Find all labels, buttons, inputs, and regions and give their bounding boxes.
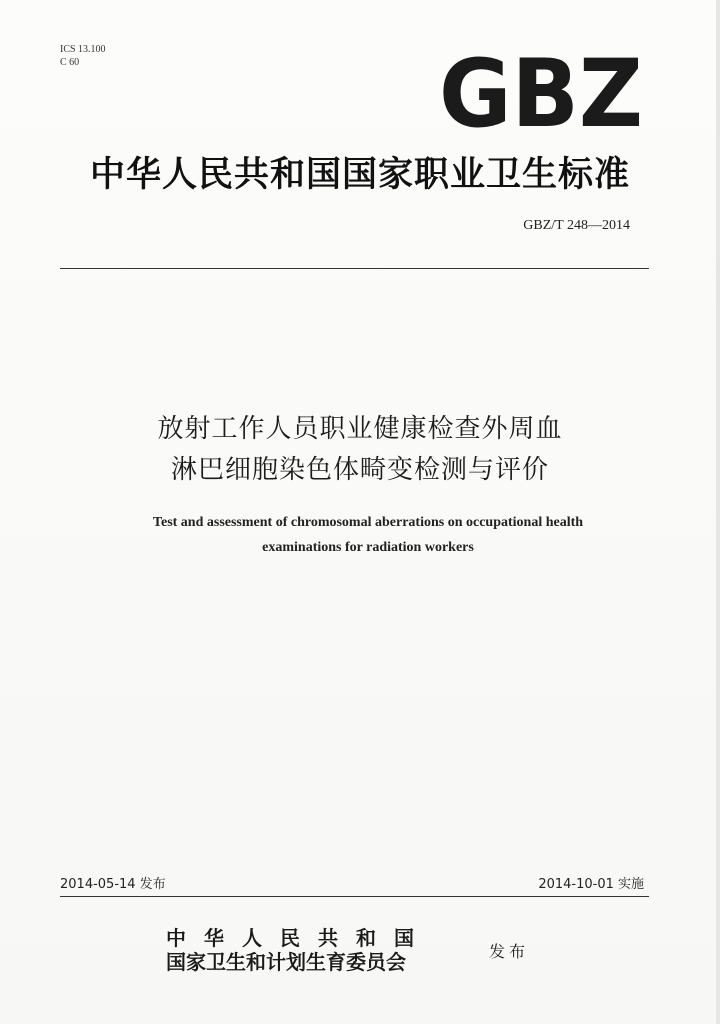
english-title-line-1: Test and assessment of chromosomal aberrations on occupational health (152, 515, 584, 530)
issuer-line-1: 中华人民共和国 (166, 926, 432, 950)
english-title-line-2: examinations for radiation workers (262, 540, 474, 555)
chinese-title-line-2: 淋巴细胞染色体畸变检测与评价 (170, 455, 549, 485)
ccs-code: C 60 (60, 57, 80, 68)
standard-category-title: 中华人民共和国国家职业卫生标准 (89, 155, 630, 195)
page-edge-shadow (716, 0, 720, 1024)
issued-label: 发布 (489, 942, 530, 961)
bottom-divider (60, 896, 649, 897)
implementation-date: 2014-10-01 实施 (538, 877, 644, 892)
top-divider (60, 268, 649, 269)
gbz-logo-text: GBZ (439, 48, 643, 134)
classification-codes (60, 43, 106, 69)
issuing-authority (166, 926, 432, 974)
issuer-line-2: 国家卫生和计划生育委员会 (166, 950, 406, 974)
issue-date: 2014-05-14 发布 (60, 877, 166, 892)
ics-code: ICS 13.100 (60, 44, 106, 55)
chinese-title-line-1: 放射工作人员职业健康检查外周血 (157, 414, 563, 444)
gbz-logo (438, 48, 644, 134)
standard-number: GBZ/T 248—2014 (523, 218, 630, 233)
